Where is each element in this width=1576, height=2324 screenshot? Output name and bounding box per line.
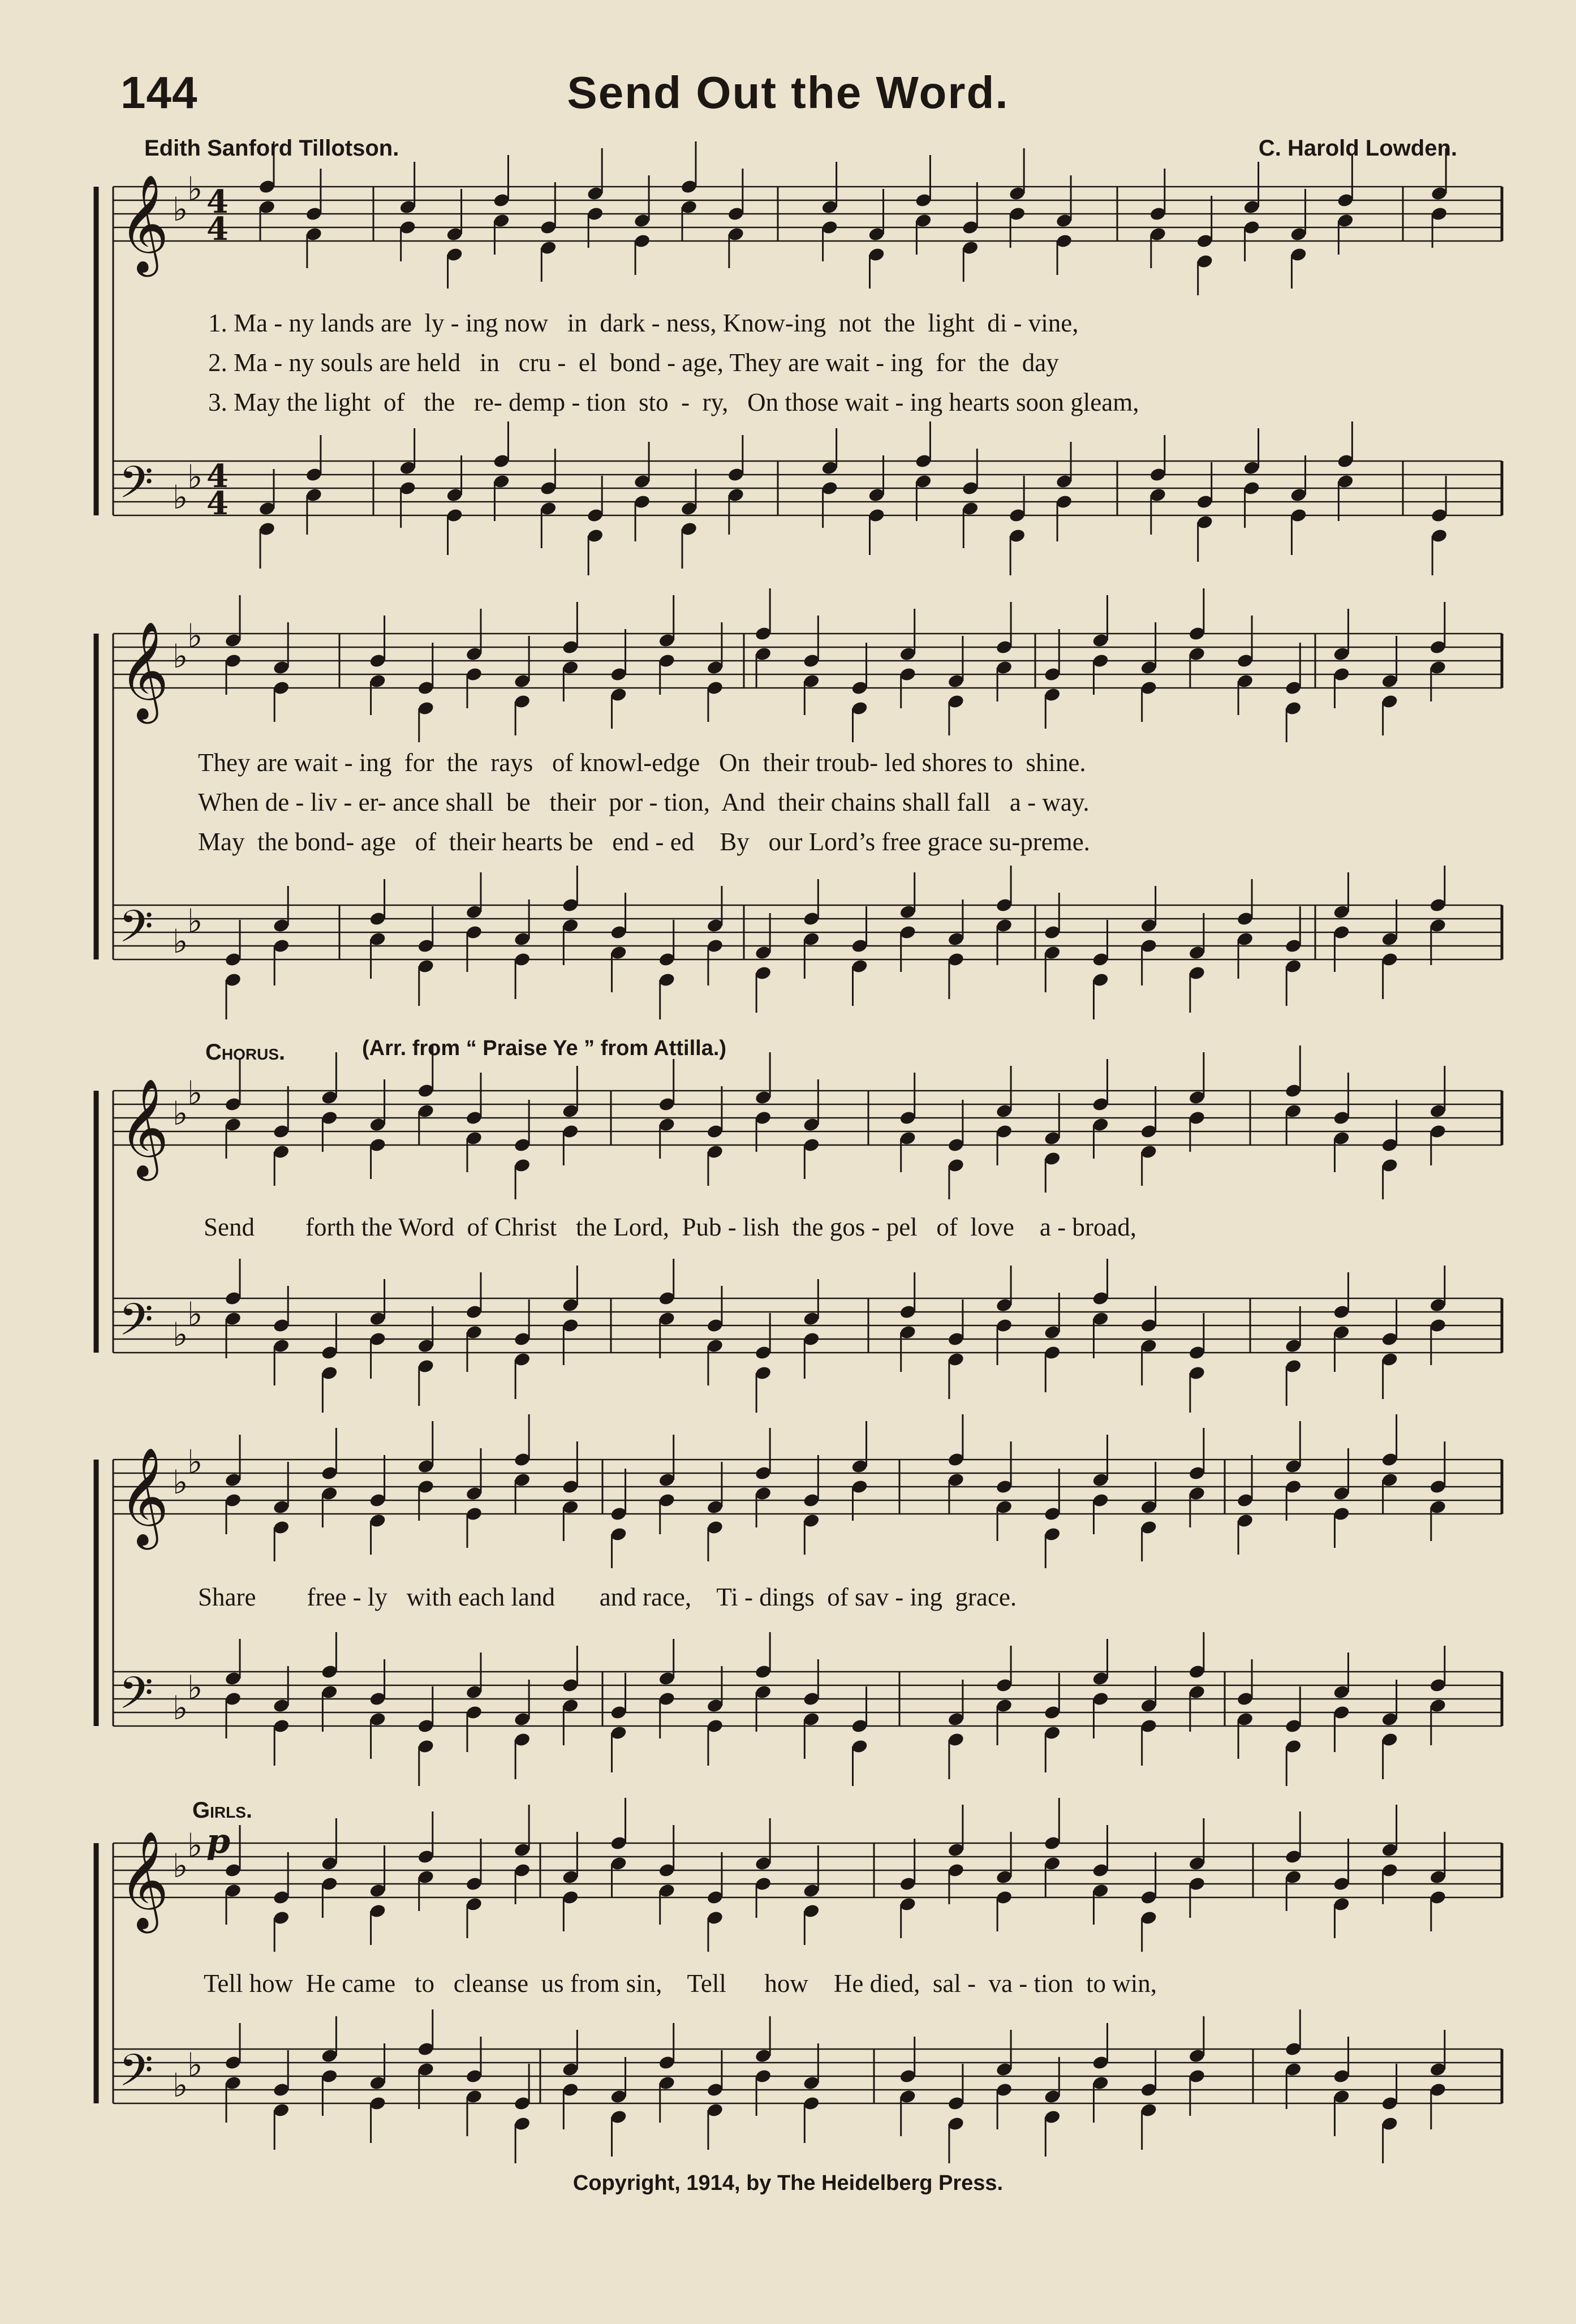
time-signature-bottom: 4 <box>206 485 229 522</box>
flat-sign: ♭ <box>173 922 188 961</box>
hymn-title: Send Out the Word. <box>567 67 1009 118</box>
chorus-arrangement-note: (Arr. from “ Praise Ye ” from Attilla.) <box>362 1036 727 1060</box>
flat-sign: ♭ <box>187 1826 203 1865</box>
time-signature-bottom: 4 <box>206 210 229 248</box>
treble-clef: 𝄞 <box>119 621 169 720</box>
flat-sign: ♭ <box>187 170 203 208</box>
flat-sign: ♭ <box>173 1315 188 1354</box>
page-number: 144 <box>120 67 198 118</box>
copyright-notice: Copyright, 1914, by The Heidelberg Press. <box>572 2171 1004 2195</box>
flat-sign: ♭ <box>187 1074 203 1112</box>
flat-sign: ♭ <box>173 190 188 229</box>
flat-sign: ♭ <box>173 1847 188 1885</box>
flat-sign: ♭ <box>173 478 188 517</box>
treble-clef: 𝄞 <box>119 174 169 273</box>
time-signature-top: 4 <box>206 458 229 495</box>
treble-clef: 𝄞 <box>119 1447 169 1546</box>
chorus-line-1: Send forth the Word of Christ the Lord, Pub - lish the gos - pel of love a - broad, <box>204 1213 1137 1241</box>
composer-credit: C. Harold Lowden. <box>1258 136 1457 161</box>
verse-2-line-1: 2. Ma - ny souls are held in cru - el bond - age, They are wait - ing for the day <box>208 348 1059 377</box>
flat-sign: ♭ <box>173 1094 188 1133</box>
flat-sign: ♭ <box>173 1689 188 1727</box>
verse-1-line-2: They are wait - ing for the rays of knowl-edge On their troub- led shores to shine. <box>198 748 1086 777</box>
girls-label: Girls. <box>192 1798 253 1823</box>
flat-sign: ♭ <box>187 1443 203 1481</box>
bass-clef: 𝄢 <box>119 2045 154 2107</box>
flat-sign: ♭ <box>187 902 203 940</box>
flat-sign: ♭ <box>187 2046 203 2084</box>
dynamic-piano: p <box>206 1822 230 1861</box>
girls-line: Tell how He came to cleanse us from sin, Tell how He died, sal - va - tion to win, <box>204 1969 1157 1998</box>
verse-1-line-1: 1. Ma - ny lands are ly - ing now in dark - ness, Know-ing not the light di - vine, <box>208 309 1079 337</box>
bass-clef: 𝄢 <box>119 1294 154 1357</box>
bass-clef: 𝄢 <box>119 1668 154 1730</box>
treble-clef: 𝄞 <box>119 1831 169 1929</box>
flat-sign: ♭ <box>187 458 203 496</box>
flat-sign: ♭ <box>187 1668 203 1707</box>
flat-sign: ♭ <box>187 1295 203 1333</box>
flat-sign: ♭ <box>187 617 203 655</box>
flat-sign: ♭ <box>173 2066 188 2104</box>
treble-clef: 𝄞 <box>119 1078 169 1177</box>
verse-2-line-2: When de - liv - er- ance shall be their por - tion, And their chains shall fall a - way. <box>198 788 1090 816</box>
bass-clef: 𝄢 <box>119 901 154 963</box>
verse-3-line-2: May the bond- age of their hearts be end - ed By our Lord’s free grace su-preme. <box>198 828 1090 856</box>
chorus-label: Chorus. <box>205 1040 286 1065</box>
flat-sign: ♭ <box>173 637 188 675</box>
flat-sign: ♭ <box>173 1463 188 1501</box>
chorus-line-2: Share free - ly with each land and race, Ti - dings of sav - ing grace. <box>198 1583 1017 1611</box>
author-credit: Edith Sanford Tillotson. <box>144 136 399 161</box>
bass-clef: 𝄢 <box>119 457 154 519</box>
verse-3-line-1: 3. May the light of the re- demp - tion sto - ry, On those wait - ing hearts soon gleam, <box>208 388 1139 416</box>
time-signature-top: 4 <box>206 183 229 221</box>
